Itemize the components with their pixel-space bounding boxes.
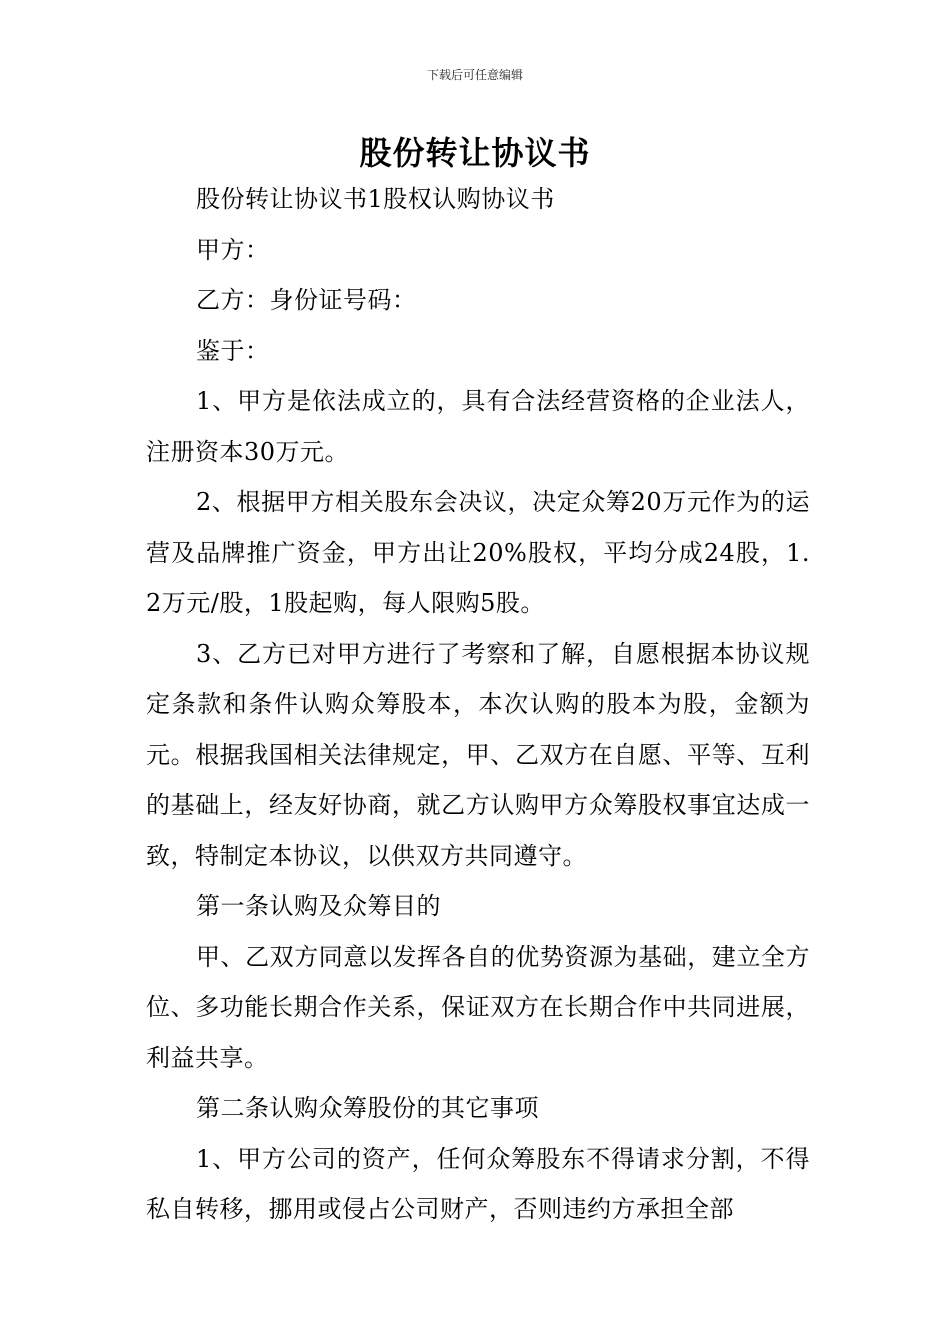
paragraph-subtitle: 股份转让协议书1股权认购协议书	[196, 185, 555, 213]
paragraph-party-b: 乙方：身份证号码：	[196, 286, 417, 314]
paragraph-party-a: 甲方：	[196, 235, 270, 264]
article-2-heading: 第二条认购众筹股份的其它事项	[196, 1094, 539, 1122]
document-body	[146, 174, 810, 1235]
paragraph-clause-3: 3、乙方已对甲方进行了考察和了解，自愿根据本协议规定条款和条件认购众筹股本，本次认购的股本为股，金额为元。根据我国相关法律规定，甲、乙双方在自愿、平等、互利的基础上，经友好协商，就乙方认购甲方众筹股权事宜达成一致，特制定本协议，以供双方共同遵守。	[146, 639, 810, 870]
document-title: 股份转让协议书	[359, 134, 591, 172]
article-1-body: 甲、乙双方同意以发挥各自的优势资源为基础，建立全方位、多功能长期合作关系，保证双方在长期合作中共同进展，利益共享。	[146, 942, 810, 1072]
article-2-item-1: 1、甲方公司的资产，任何众筹股东不得请求分割，不得私自转移，挪用或侵占公司财产，否则违约方承担全部	[146, 1144, 810, 1223]
paragraph-clause-1: 1、甲方是依法成立的，具有合法经营资格的企业法人，注册资本30万元。	[146, 387, 810, 466]
header-note: 下载后可任意编辑	[426, 68, 523, 82]
paragraph-whereas: 鉴于：	[196, 336, 270, 365]
paragraph-clause-2: 2、根据甲方相关股东会决议，决定众筹20万元作为的运营及品牌推广资金，甲方出让20%股权，平均分成24股，1.2万元/股，1股起购，每人限购5股。	[146, 488, 810, 617]
article-1-heading: 第一条认购及众筹目的	[196, 892, 441, 920]
